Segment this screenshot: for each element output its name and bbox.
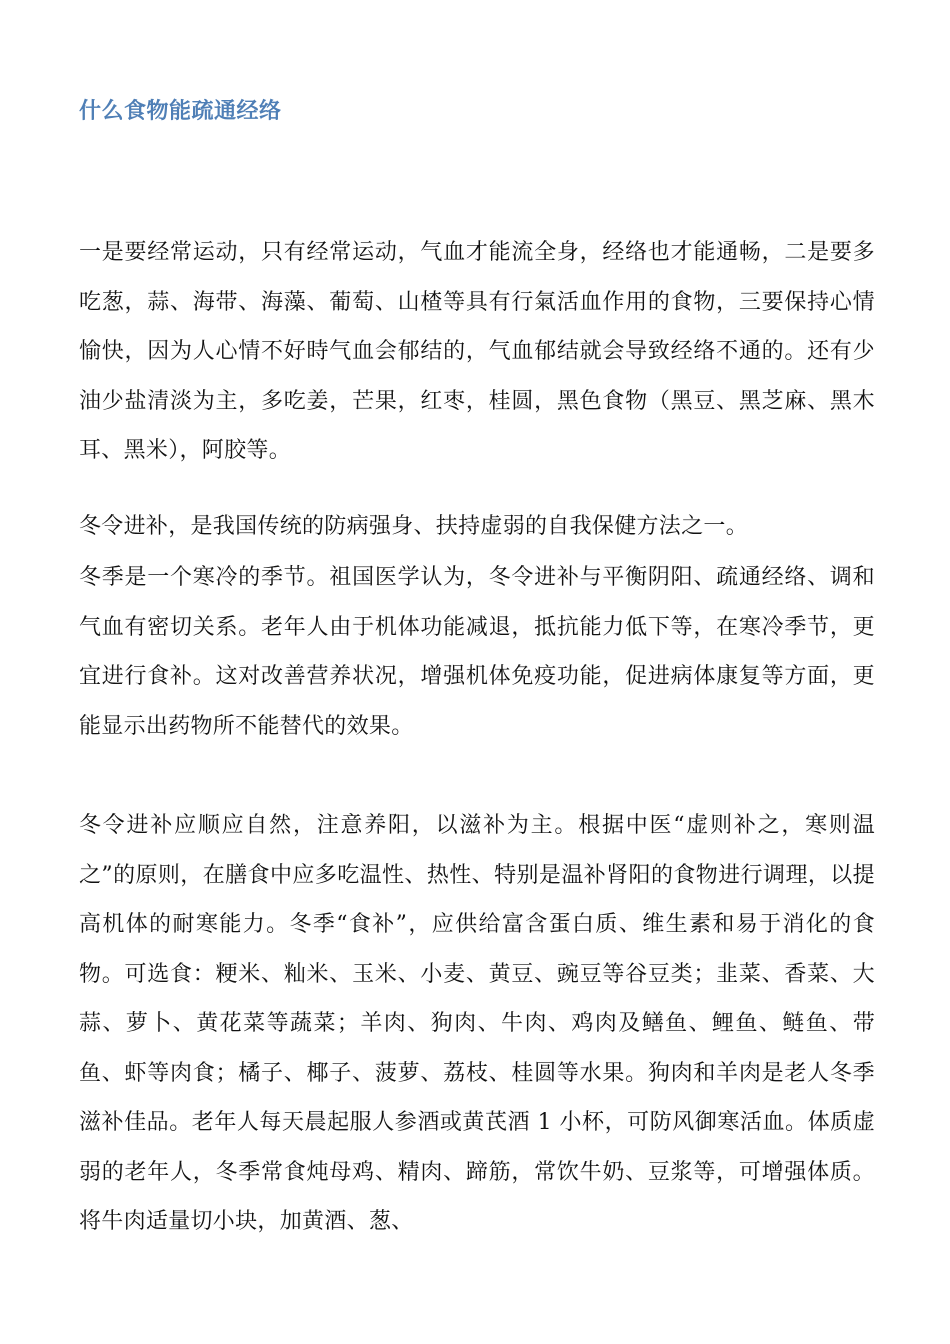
document-title: 什么食物能疏通经络 bbox=[79, 98, 282, 124]
paragraph-winter-tonic-intro: 冬令进补，是我国传统的防病强身、扶持虚弱的自我保健方法之一。 bbox=[79, 514, 749, 539]
paragraph-meridian-tips: 一是要经常运动，只有经常运动，气血才能流全身，经络也才能通畅，二是要多吃葱，蒜、海带、海藻、葡萄、山楂等具有行氣活血作用的食物，三要保持心情愉快，因为人心情不好時气血会郁结的，气血郁结就会导致经络不通的。还有少油少盐清淡为主，多吃姜，芒果，红枣，桂圆，黑色食物（黑豆、黑芝麻、黑木耳、黑米），阿胶等。 bbox=[79, 240, 875, 463]
paragraph-winter-season: 冬季是一个寒冷的季节。祖国医学认为，冬令进补与平衡阴阳、疏通经络、调和气血有密切关系。老年人由于机体功能减退，抵抗能力低下等，在寒冷季节，更宜进行食补。这对改善营养状况，增强机体免疫功能，促进病体康复等方面，更能显示出药物所不能替代的效果。 bbox=[79, 565, 875, 739]
paragraph-winter-diet: 冬令进补应顺应自然，注意养阳，以滋补为主。根据中医“虚则补之，寒则温之”的原则，在膳食中应多吃温性、热性、特别是温补肾阳的食物进行调理，以提高机体的耐寒能力。冬季“食补”，应供给富含蛋白质、维生素和易于消化的食物。可选食：粳米、籼米、玉米、小麦、黄豆、豌豆等谷豆类；韭菜、香菜、大蒜、萝卜、黄花菜等蔬菜；羊肉、狗肉、牛肉、鸡肉及鳝鱼、鲤鱼、鲢鱼、带鱼、虾等肉食；橘子、椰子、菠萝、荔枝、桂圆等水果。狗肉和羊肉是老人冬季滋补佳品。老年人每天晨起服人参酒或黄芪酒 1 小杯，可防风御寒活血。体质虚弱的老年人，冬季常食炖母鸡、精肉、蹄筋，常饮牛奶、豆浆等，可增强体质。将牛肉适量切小块，加黄酒、葱、 bbox=[79, 813, 875, 1234]
